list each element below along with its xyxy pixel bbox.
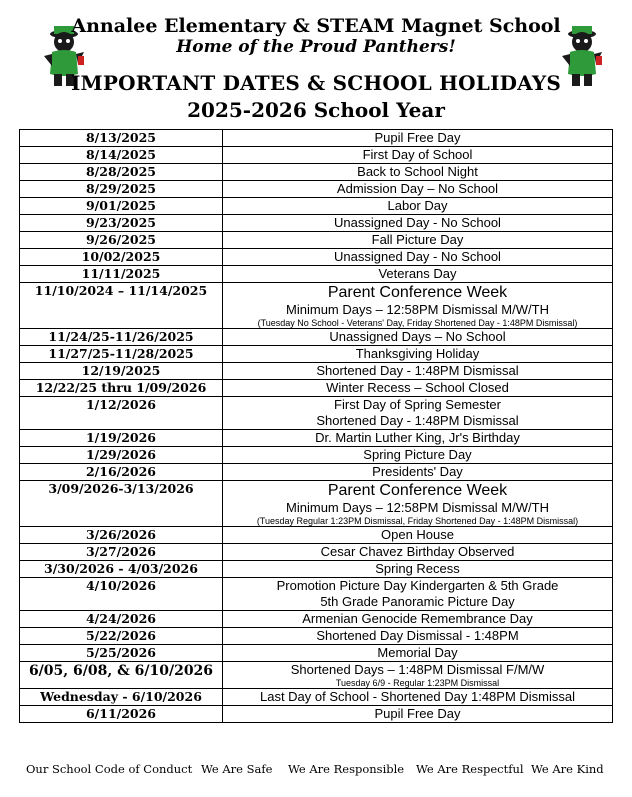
event-date: 3/30/2026 - 4/03/2026 <box>20 561 223 578</box>
event-line: Minimum Days – 12:58PM Dismissal M/W/TH <box>286 500 549 515</box>
table-row <box>20 232 613 249</box>
event-line: Promotion Picture Day Kindergarten & 5th Grade <box>276 578 559 593</box>
event-description <box>223 198 613 215</box>
table-row <box>20 198 613 215</box>
event-date: 1/29/2026 <box>20 447 223 464</box>
event-line: Unassigned Days – No School <box>329 329 506 344</box>
event-description <box>223 363 613 380</box>
table-row <box>20 662 613 689</box>
value-respectful: We Are Respectful <box>416 762 524 776</box>
table-row <box>20 346 613 363</box>
event-line: Parent Conference Week <box>327 284 508 301</box>
event-description <box>223 181 613 198</box>
document-header <box>0 0 632 128</box>
event-description <box>223 628 613 645</box>
event-description <box>223 249 613 266</box>
table-row <box>20 329 613 346</box>
event-description <box>223 611 613 628</box>
page-title: IMPORTANT DATES & SCHOOL HOLIDAYS <box>70 71 562 95</box>
table-row <box>20 164 613 181</box>
table-row <box>20 430 613 447</box>
table-row <box>20 578 613 611</box>
event-description <box>223 578 613 611</box>
event-date: 4/24/2026 <box>20 611 223 628</box>
event-line: Spring Picture Day <box>363 447 472 462</box>
event-date: 8/28/2025 <box>20 164 223 181</box>
value-kind: We Are Kind <box>531 762 604 776</box>
event-date: Wednesday - 6/10/2026 <box>20 689 223 706</box>
event-date: 12/22/25 thru 1/09/2026 <box>20 380 223 397</box>
school-motto: Home of the Proud Panthers! <box>176 37 456 57</box>
table-row <box>20 215 613 232</box>
event-date: 5/25/2026 <box>20 645 223 662</box>
event-line: Tuesday 6/9 - Regular 1:23PM Dismissal <box>335 678 500 688</box>
value-safe: We Are Safe <box>201 762 273 776</box>
value-responsible: We Are Responsible <box>288 762 405 776</box>
event-date: 2/16/2026 <box>20 464 223 481</box>
event-date: 8/13/2025 <box>20 130 223 147</box>
event-date: 9/23/2025 <box>20 215 223 232</box>
event-date: 11/27/25-11/28/2025 <box>20 346 223 363</box>
event-line: Last Day of School - Shortened Day 1:48PM Dismissal <box>259 689 576 704</box>
event-line: (Tuesday No School - Veterans' Day, Friday Shortened Day - 1:48PM Dismissal) <box>257 318 578 328</box>
event-date: 3/09/2026-3/13/2026 <box>20 481 223 527</box>
event-description <box>223 527 613 544</box>
event-description <box>223 430 613 447</box>
school-name: Annalee Elementary & STEAM Magnet School <box>71 15 561 37</box>
table-row <box>20 611 613 628</box>
table-row <box>20 464 613 481</box>
event-line: Shortened Day - 1:48PM Dismissal <box>316 363 519 378</box>
event-date: 11/10/2024 – 11/14/2025 <box>20 283 223 329</box>
table-row <box>20 628 613 645</box>
event-date: 8/14/2025 <box>20 147 223 164</box>
event-date: 8/29/2025 <box>20 181 223 198</box>
table-row <box>20 147 613 164</box>
table-row <box>20 447 613 464</box>
event-line: Fall Picture Day <box>371 232 464 247</box>
event-line: First Day of Spring Semester <box>334 397 501 412</box>
event-line: Labor Day <box>387 198 448 213</box>
event-line: (Tuesday Regular 1:23PM Dismissal, Friday Shortened Day - 1:48PM Dismissal) <box>256 516 579 526</box>
event-date: 11/24/25-11/26/2025 <box>20 329 223 346</box>
event-line: Presidents' Day <box>372 464 463 479</box>
table-row <box>20 249 613 266</box>
event-date: 11/11/2025 <box>20 266 223 283</box>
event-line: Cesar Chavez Birthday Observed <box>320 544 515 559</box>
event-description <box>223 706 613 723</box>
event-line: 5th Grade Panoramic Picture Day <box>320 594 515 609</box>
event-line: Unassigned Day - No School <box>334 249 501 264</box>
table-row <box>20 363 613 380</box>
event-line: Pupil Free Day <box>374 706 461 721</box>
event-date: 5/22/2026 <box>20 628 223 645</box>
table-row <box>20 561 613 578</box>
event-description <box>223 215 613 232</box>
table-row <box>20 527 613 544</box>
event-line: Thanksgiving Holiday <box>355 346 480 361</box>
event-description <box>223 130 613 147</box>
table-row <box>20 706 613 723</box>
event-line: Shortened Days – 1:48PM Dismissal F/M/W <box>290 662 545 677</box>
table-row <box>20 645 613 662</box>
event-line: Open House <box>381 527 454 542</box>
event-date: 9/01/2025 <box>20 198 223 215</box>
event-description <box>223 481 613 527</box>
event-date: 9/26/2025 <box>20 232 223 249</box>
event-date: 1/19/2026 <box>20 430 223 447</box>
event-description <box>223 689 613 706</box>
event-description <box>223 266 613 283</box>
event-line: Memorial Day <box>377 645 458 660</box>
table-row <box>20 481 613 527</box>
table-row <box>20 283 613 329</box>
event-description <box>223 544 613 561</box>
event-description <box>223 645 613 662</box>
event-line: Shortened Day Dismissal - 1:48PM <box>316 628 519 643</box>
table-row <box>20 544 613 561</box>
table-row <box>20 380 613 397</box>
event-line: Winter Recess – School Closed <box>326 380 509 395</box>
event-description <box>223 447 613 464</box>
event-line: Dr. Martin Luther King, Jr's Birthday <box>315 430 520 445</box>
event-date: 6/05, 6/08, & 6/10/2026 <box>20 662 223 689</box>
event-description <box>223 232 613 249</box>
footer <box>0 762 632 780</box>
event-line: First Day of School <box>362 147 473 162</box>
table-row <box>20 266 613 283</box>
event-date: 10/02/2025 <box>20 249 223 266</box>
event-description <box>223 147 613 164</box>
event-date: 1/12/2026 <box>20 397 223 430</box>
event-description <box>223 380 613 397</box>
table-row <box>20 397 613 430</box>
event-line: Minimum Days – 12:58PM Dismissal M/W/TH <box>286 302 549 317</box>
event-description <box>223 464 613 481</box>
event-date: 4/10/2026 <box>20 578 223 611</box>
event-date: 6/11/2026 <box>20 706 223 723</box>
event-line: Armenian Genocide Remembrance Day <box>302 611 533 626</box>
event-description <box>223 283 613 329</box>
school-year: 2025-2026 School Year <box>187 98 445 122</box>
event-description <box>223 662 613 689</box>
table-row <box>20 130 613 147</box>
dates-table <box>19 129 613 723</box>
event-date: 3/26/2026 <box>20 527 223 544</box>
event-line: Pupil Free Day <box>374 130 461 145</box>
table-row <box>20 181 613 198</box>
event-description <box>223 397 613 430</box>
event-date: 12/19/2025 <box>20 363 223 380</box>
event-line: Shortened Day - 1:48PM Dismissal <box>316 413 519 428</box>
event-description <box>223 329 613 346</box>
event-line: Admission Day – No School <box>336 181 499 196</box>
event-line: Parent Conference Week <box>327 482 508 499</box>
event-line: Back to School Night <box>357 164 478 179</box>
event-line: Veterans Day <box>378 266 457 281</box>
event-description <box>223 164 613 181</box>
event-description <box>223 561 613 578</box>
table-row <box>20 689 613 706</box>
event-line: Spring Recess <box>375 561 460 576</box>
event-description <box>223 346 613 363</box>
event-line: Unassigned Day - No School <box>334 215 501 230</box>
code-of-conduct-label: Our School Code of Conduct <box>26 762 193 776</box>
event-date: 3/27/2026 <box>20 544 223 561</box>
